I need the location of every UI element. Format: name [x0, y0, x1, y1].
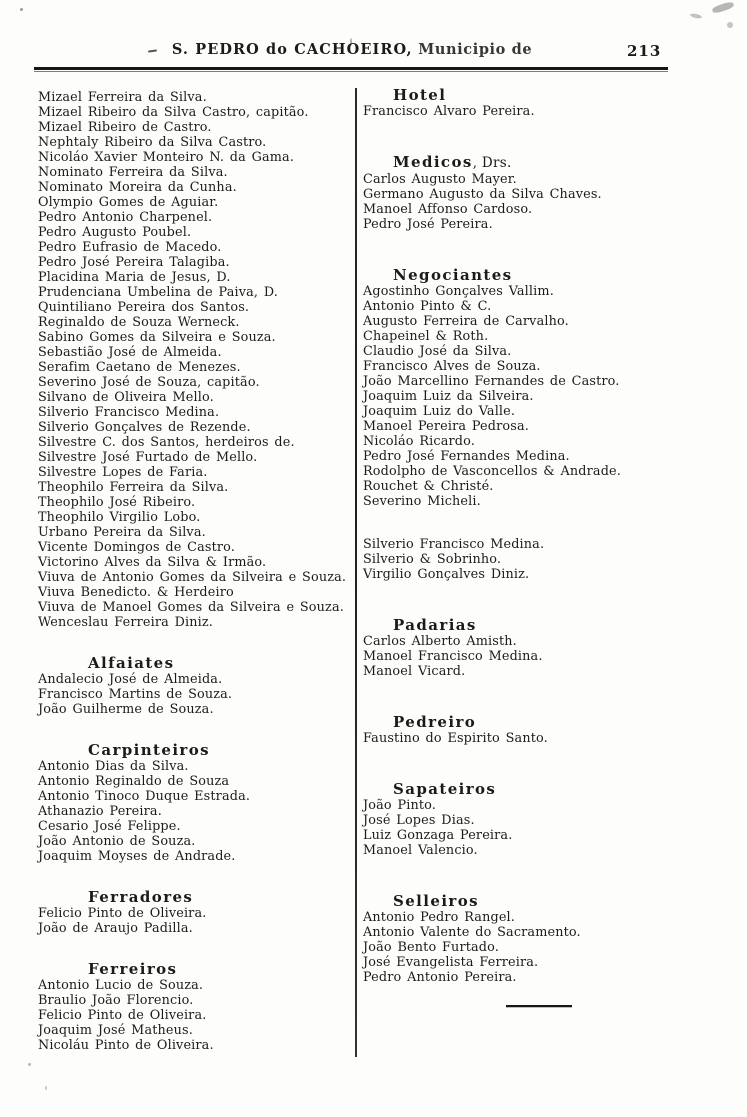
section-heading [393, 88, 743, 103]
right-column-section [363, 618, 743, 679]
directory-entry: Pedro José Fernandes Medina. [363, 449, 570, 464]
running-title [24, 41, 680, 59]
directory-entry: Pedro Augusto Poubel. [38, 225, 192, 240]
directory-entry: Mizael Ribeiro da Silva Castro, capitão. [38, 105, 309, 120]
left-column [38, 90, 350, 1053]
right-column-section [363, 894, 743, 985]
directory-entry: Sebastião José de Almeida. [38, 345, 222, 360]
directory-entry: Antonio Valente do Sacramento. [363, 925, 581, 940]
directory-entry: Antonio Pinto & C. [363, 299, 492, 314]
left-column-section [38, 743, 350, 864]
directory-entry: Augusto Ferreira de Carvalho. [363, 314, 569, 329]
directory-entry: Urbano Pereira da Silva. [38, 525, 206, 540]
section-heading [393, 268, 743, 283]
right-column-section [363, 715, 743, 746]
directory-entry: Theophilo Virgilio Lobo. [38, 510, 201, 525]
directory-entry: Manoel Francisco Medina. [363, 649, 543, 664]
directory-entry: Theophilo Ferreira da Silva. [38, 480, 229, 495]
scan-noise [727, 22, 733, 28]
directory-entry: João Marcellino Fernandes de Castro. [363, 374, 620, 389]
directory-entry: João Antonio de Souza. [38, 834, 196, 849]
directory-entry: Silverio Francisco Medina. [363, 537, 545, 552]
directory-entry: Joaquim Luiz da Silveira. [363, 389, 534, 404]
directory-entry: Nicoláo Ricardo. [363, 434, 475, 449]
directory-entry: Joaquim Luiz do Valle. [363, 404, 516, 419]
section-heading-text: Padarias [393, 616, 477, 634]
directory-entry: José Evangelista Ferreira. [363, 955, 539, 970]
directory-entry: Francisco Martins de Souza. [38, 687, 233, 702]
header-rule [34, 67, 668, 73]
directory-entry: Viuva de Manoel Gomes da Silveira e Souza. [38, 600, 344, 615]
directory-entry: Athanazio Pereira. [38, 804, 162, 819]
directory-entry: Claudio José da Silva. [363, 344, 512, 359]
scan-noise [350, 38, 352, 46]
directory-entry: Pedro José Pereira. [363, 217, 493, 232]
directory-entry: Prudenciana Umbelina de Paiva, D. [38, 285, 279, 300]
directory-entry: Felicio Pinto de Oliveira. [38, 1008, 207, 1023]
directory-entry: Germano Augusto da Silva Chaves. [363, 187, 602, 202]
section-heading-suffix: , Drs. [472, 155, 512, 171]
directory-entry: Wenceslau Ferreira Diniz. [38, 615, 213, 630]
scan-noise [28, 1063, 31, 1066]
directory-entry: Rodolpho de Vasconcellos & Andrade. [363, 464, 621, 479]
section-heading-text: Ferreiros [88, 960, 178, 978]
directory-entry: Carlos Alberto Amisth. [363, 634, 517, 649]
section-heading-text: Ferradores [88, 888, 194, 906]
column-divider [355, 88, 357, 1057]
section-heading [88, 962, 350, 977]
directory-entry: Silvano de Oliveira Mello. [38, 390, 214, 405]
section-heading-text: Pedreiro [393, 713, 477, 731]
right-column-section [363, 88, 743, 119]
directory-entry: João Guilherme de Souza. [38, 702, 214, 717]
section-heading [88, 890, 350, 905]
section-heading-text: Selleiros [393, 892, 479, 910]
section-heading [393, 618, 743, 633]
directory-entry: José Lopes Dias. [363, 813, 475, 828]
directory-entry: Pedro José Pereira Talagiba. [38, 255, 230, 270]
left-column-section [38, 962, 350, 1053]
directory-entry: Silvestre José Furtado de Mello. [38, 450, 258, 465]
directory-entry: Braulio João Florencio. [38, 993, 194, 1008]
right-column-section [363, 537, 743, 582]
directory-entry: Virgilio Gonçalves Diniz. [363, 567, 530, 582]
directory-entry: Cesario José Felippe. [38, 819, 181, 834]
directory-entry: Antonio Lucio de Souza. [38, 978, 204, 993]
section-heading [88, 743, 350, 758]
left-column-section [38, 890, 350, 936]
directory-entry: Severino Micheli. [363, 494, 481, 509]
directory-entry: Joaquim José Matheus. [38, 1023, 193, 1038]
section-heading-text: Negociantes [393, 266, 513, 284]
directory-entry: Antonio Reginaldo de Souza [38, 774, 230, 789]
directory-entry: Nominato Moreira da Cunha. [38, 180, 237, 195]
left-column-section [38, 656, 350, 717]
directory-entry: Viuva Benedicto. & Herdeiro [38, 585, 234, 600]
directory-entry: Carlos Augusto Mayer. [363, 172, 517, 187]
directory-entry: Silvestre Lopes de Faria. [38, 465, 208, 480]
directory-entry: Andalecio José de Almeida. [38, 672, 223, 687]
directory-entry: Vicente Domingos de Castro. [38, 540, 236, 555]
directory-entry: Pedro Antonio Pereira. [363, 970, 517, 985]
scan-noise [20, 8, 23, 11]
directory-entry: Nominato Ferreira da Silva. [38, 165, 228, 180]
section-heading-text: Hotel [393, 86, 447, 104]
directory-entry: Severino José de Souza, capitão. [38, 375, 260, 390]
directory-entry: Antonio Dias da Silva. [38, 759, 189, 774]
directory-entry: Silvestre C. dos Santos, herdeiros de. [38, 435, 295, 450]
section-heading-text: Alfaiates [88, 654, 175, 672]
right-column [363, 88, 743, 1007]
directory-entry: Francisco Alves de Souza. [363, 359, 541, 374]
directory-entry: Placidina Maria de Jesus, D. [38, 270, 231, 285]
directory-entry: Victorino Alves da Silva & Irmão. [38, 555, 267, 570]
directory-entry: Manoel Affonso Cardoso. [363, 202, 533, 217]
directory-entry: Silverio & Sobrinho. [363, 552, 502, 567]
directory-entry: Pedro Antonio Charpenel. [38, 210, 213, 225]
directory-entry: Agostinho Gonçalves Vallim. [363, 284, 554, 299]
directory-entry: Joaquim Moyses de Andrade. [38, 849, 236, 864]
directory-entry: João de Araujo Padilla. [38, 921, 193, 936]
directory-entry: Nephtaly Ribeiro da Silva Castro. [38, 135, 267, 150]
directory-entry: Antonio Tinoco Duque Estrada. [38, 789, 251, 804]
right-column-section [363, 782, 743, 858]
directory-entry: Mizael Ribeiro de Castro. [38, 120, 212, 135]
directory-entry: Antonio Pedro Rangel. [363, 910, 516, 925]
section-heading-text: Carpinteiros [88, 741, 210, 759]
directory-entry: Quintiliano Pereira dos Santos. [38, 300, 250, 315]
scan-noise [711, 1, 734, 14]
left-column-section [38, 90, 350, 630]
page-number: 213 [627, 42, 662, 60]
section-heading [393, 715, 743, 730]
directory-entry: Manoel Valencio. [363, 843, 478, 858]
section-heading [393, 782, 743, 797]
directory-entry: Francisco Alvaro Pereira. [363, 104, 535, 119]
directory-entry: Theophilo José Ribeiro. [38, 495, 196, 510]
directory-entry: Felicio Pinto de Oliveira. [38, 906, 207, 921]
scan-noise [45, 1086, 47, 1090]
directory-entry: Silverio Francisco Medina. [38, 405, 220, 420]
directory-entry: Silverio Gonçalves de Rezende. [38, 420, 251, 435]
directory-entry: Faustino do Espirito Santo. [363, 731, 548, 746]
directory-entry: Olympio Gomes de Aguiar. [38, 195, 219, 210]
directory-entry: Rouchet & Christé. [363, 479, 494, 494]
directory-entry: João Bento Furtado. [363, 940, 499, 955]
section-end-rule [506, 1005, 572, 1007]
section-heading-text: Medicos [393, 153, 473, 171]
directory-entry: Chapeinel & Roth. [363, 329, 489, 344]
directory-entry: Nicoláo Xavier Monteiro N. da Gama. [38, 150, 295, 165]
directory-entry: Sabino Gomes da Silveira e Souza. [38, 330, 276, 345]
section-heading-text: Sapateiros [393, 780, 497, 798]
directory-entry: Pedro Eufrasio de Macedo. [38, 240, 222, 255]
right-column-section [363, 268, 743, 509]
directory-entry: Reginaldo de Souza Werneck. [38, 315, 240, 330]
section-heading [393, 155, 743, 171]
right-column-section [363, 155, 743, 232]
directory-entry: Manoel Pereira Pedrosa. [363, 419, 529, 434]
directory-entry: Serafim Caetano de Menezes. [38, 360, 241, 375]
section-heading [88, 656, 350, 671]
running-title-town: S. PEDRO do CACHOEIRO, [171, 41, 413, 58]
directory-entry: Mizael Ferreira da Silva. [38, 90, 207, 105]
directory-entry: Manoel Vicard. [363, 664, 466, 679]
running-title-suffix: Municipio de [412, 41, 533, 58]
scan-noise [690, 13, 703, 19]
directory-entry: Viuva de Antonio Gomes da Silveira e Souza. [38, 570, 347, 585]
directory-entry: Nicoláu Pinto de Oliveira. [38, 1038, 214, 1053]
directory-entry: João Pinto. [363, 798, 437, 813]
directory-entry: Luiz Gonzaga Pereira. [363, 828, 513, 843]
section-heading [393, 894, 743, 909]
